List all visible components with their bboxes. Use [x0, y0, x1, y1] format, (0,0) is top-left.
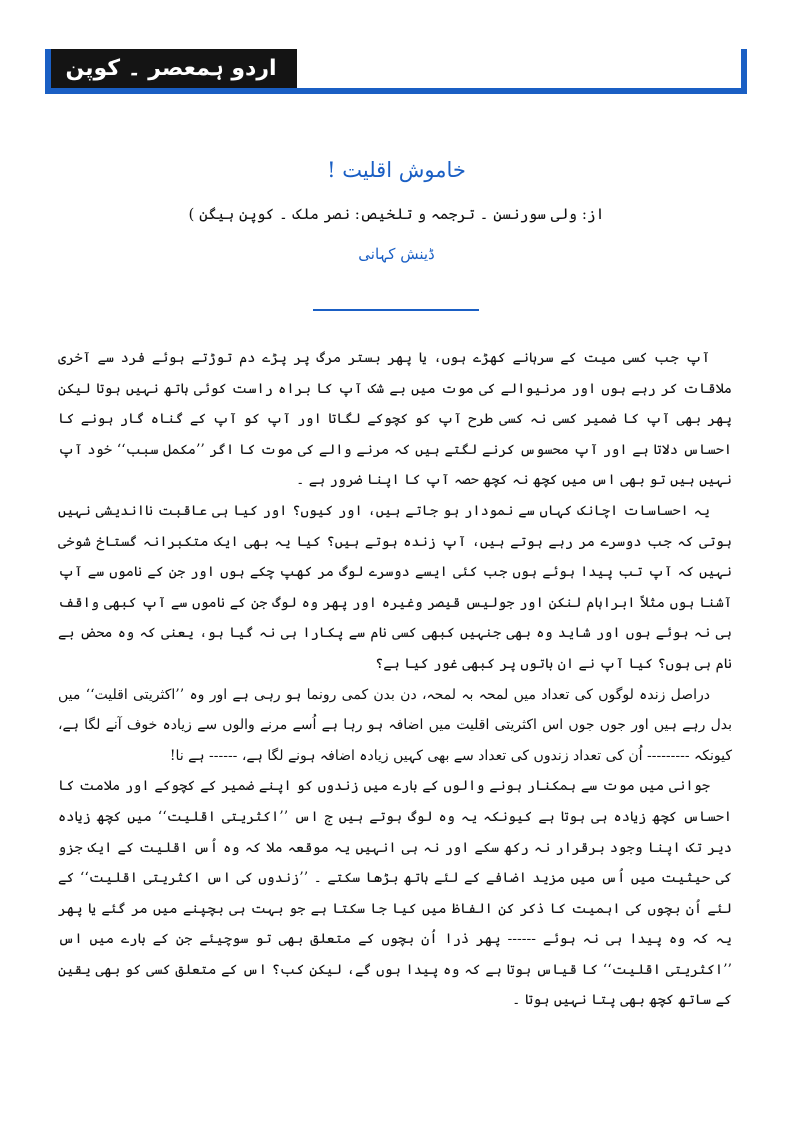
newsletter-header	[45, 49, 747, 120]
story-category: ڈینش کہانی	[358, 245, 435, 263]
header-end-cap	[741, 49, 747, 94]
paragraph: دراصل زندہ لوگوں کی تعداد میں لمحہ بہ لمحہ، دن بدن کمی رونما ہو رہی ہے اور وہ ’’اکثریتی اقلیت‘‘ میں بدل رہے ہیں اور جوں جوں اس اکثریتی اقلیت میں اضافہ ہو رہا ہے اُسے مرنے والوں سے زیادہ خوف آنے لگا ہے، کیونکہ --------- اُن کی تعداد زندوں کی تعداد سے بھی کہیں زیادہ اضافہ ہونے لگا ہے، ------ ہے نا!	[58, 686, 732, 764]
paragraph: جوانی میں موت سے ہمکنار ہونے والوں کے بارے میں زندوں کو اپنے ضمیر کے کچوکے اور ملامت کا احساس کچھ زیادہ ہی ہوتا ہے کیونکہ یہ وہ لوگ ہوتے ہیں ج اس ’’اکثریتی اقلیت‘‘ میں کچھ زیادہ دیر تک اپنا وجود برقرار نہ رکھ سکے اور نہ ہی انہیں یہ موقعہ ملا کہ وہ اُس اقلیت کے ایک جزو کی حیثیت میں اُس میں مزید اضافے کے لئے ہاتھ بڑھا سکتے ۔ ’’زندوں کی اس اکثریتی اقلیت‘‘ کے لئے اُن بچوں کی اہمیت کا ذکر کن الفاظ میں کیا جا سکتا ہے جو بہت ہی بچپنے میں مر گئے یا پھر یہ کہ وہ پیدا ہی نہ ہوئے ------ پھر ذرا اُن بچوں کے متعلق بھی تو سوچیئے جن کے بارے میں اس ’’اکثریتی اقلیت‘‘ کا قیاس ہوتا ہے کہ وہ پیدا ہوں گے، لیکن کب؟ اس کے متعلق کسی کو بھی یقین کے ساتھ کچھ بھی پتا نہیں ہوتا ۔	[58, 778, 732, 1009]
publication-title: اردو ہمعصر ۔ کوپن ہیگن	[45, 49, 297, 94]
title-divider	[313, 309, 479, 311]
paragraph: آپ جب کسی میت کے سرہانے کھڑے ہوں، یا پھر بستر مرگ پر پڑے دم توڑتے ہوئے فرد سے آخری ملاقات کر رہے ہوں اور مرنیوالے کی موت میں بے شک آپ کا براہ راست کوئی ہاتھ نہیں ہوتا لیکن پھر بھی آپ کا ضمیر کسی نہ کسی طرح آپ کو کچوکے لگاتا اور آپ کو آپ کے گناہ گار ہونے کا احساس دلاتا ہے اور آپ محسوس کرنے لگتے ہیں کہ مرنے والے کی موت کا اگر ’’مکمل سبب‘‘ خود آپ نہیں ہیں تو بھی اس میں کچھ نہ کچھ حصہ آپ کا اپنا ضرور ہے ۔	[58, 350, 732, 489]
story-title: خاموش اقلیت !	[327, 158, 466, 182]
paragraph: یہ احساسات اچانک کہاں سے نمودار ہو جاتے ہیں، اور کیوں؟ اور کیا ہی عاقبت نااندیشی نہیں ہوتی کہ جب دوسرے مر رہے ہوتے ہیں، آپ زندہ ہوتے ہیں؟ کیا یہ بھی ایک متکبرانہ گستاخ شوخی نہیں کہ آپ تب پیدا ہوئے ہوں جب کئی ایسے دوسرے لوگ مر کھپ چکے ہوں اور جن کے ناموں سے آپ آشنا ہوں مثلاً ابراہام لنکن اور جولیس قیصر وغیرہ اور پھر وہ لوگ جن کے ناموں سے آپ کبھی واقف ہی نہ ہوئے ہوں اور شاید وہ بھی جنہیں کبھی کسی نام سے پکارا ہی نہ گیا ہو، یعنی کہ وہ محض بے نام ہی ہوں؟ کیا آپ نے ان باتوں پر کبھی غور کیا ہے؟	[58, 502, 732, 672]
story-body	[58, 343, 732, 1016]
story-byline: از: ولی سورنسن ۔ ترجمہ و تلخیص: نصر ملک ۔ کوپن ہیگن )	[188, 205, 605, 223]
